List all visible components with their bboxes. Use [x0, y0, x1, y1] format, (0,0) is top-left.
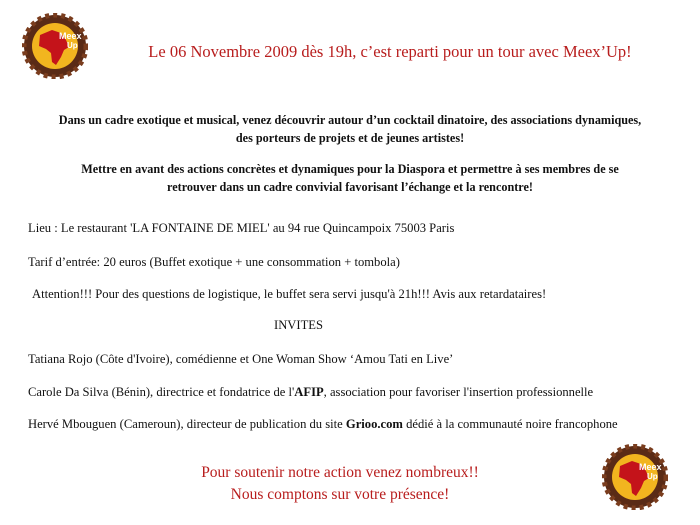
closing-line-2: Nous comptons sur votre présence! — [230, 486, 450, 503]
logo-text-up: Up — [67, 41, 78, 50]
guest-2-desc: , association pour favoriser l'insertion professionnelle — [323, 385, 594, 399]
guest-2-text: Carole Da Silva (Bénin), directrice et fondatrice de l' — [28, 385, 295, 399]
meexup-logo-graphic — [22, 13, 88, 79]
logo-text-meex: Meex — [639, 462, 662, 472]
guest-2-org: AFIP — [294, 385, 324, 399]
closing-line-1: Pour soutenir notre action venez nombreux!! — [201, 464, 479, 481]
guest-3-site: Grioo.com — [345, 417, 403, 431]
invites-heading: INVITES — [274, 318, 323, 332]
intro-2-line-2: retrouver dans un cadre convivial favorisant l’échange et la rencontre! — [167, 180, 533, 194]
attention-line: Attention!!! Pour des questions de logistique, le buffet sera servi jusqu'à 21h!!! Avis aux retardataires! — [32, 287, 547, 301]
intro-paragraph-1 — [18, 111, 682, 147]
meexup-logo-bottom-graphic — [602, 444, 668, 510]
intro-2-line-1: Mettre en avant des actions concrètes et dynamiques pour la Diaspora et permettre à ses membres de se — [81, 162, 619, 176]
event-headline: Le 06 Novembre 2009 dès 19h, c’est reparti pour un tour avec Meex’Up! — [148, 42, 632, 61]
intro-1-line-1: Dans un cadre exotique et musical, venez découvrir autour d’un cocktail dinatoire, des associations dynamiques, — [58, 113, 642, 127]
guest-item-herve-mbouguen — [28, 417, 618, 432]
guest-item-tatiana-rojo: Tatiana Rojo (Côte d'Ivoire), comédienne et One Woman Show ‘Amou Tati en Live’ — [28, 352, 454, 366]
logo-text-up: Up — [647, 472, 658, 481]
intro-paragraph-2 — [18, 160, 682, 196]
guest-item-carole-da-silva — [28, 385, 593, 400]
meexup-logo-bottom — [602, 444, 668, 510]
venue-line: Lieu : Le restaurant 'LA FONTAINE DE MIEL' au 94 rue Quincampoix 75003 Paris — [28, 221, 455, 235]
logo-text-meex: Meex — [59, 31, 82, 41]
price-line: Tarif d’entrée: 20 euros (Buffet exotique + une consommation + tombola) — [28, 255, 400, 269]
intro-1-line-2: des porteurs de projets et de jeunes artistes! — [235, 131, 465, 145]
guest-3-desc: dédié à la communauté noire francophone — [402, 417, 618, 431]
meexup-logo — [22, 13, 88, 79]
guest-3-text: Hervé Mbouguen (Cameroun), directeur de publication du site — [28, 417, 346, 431]
